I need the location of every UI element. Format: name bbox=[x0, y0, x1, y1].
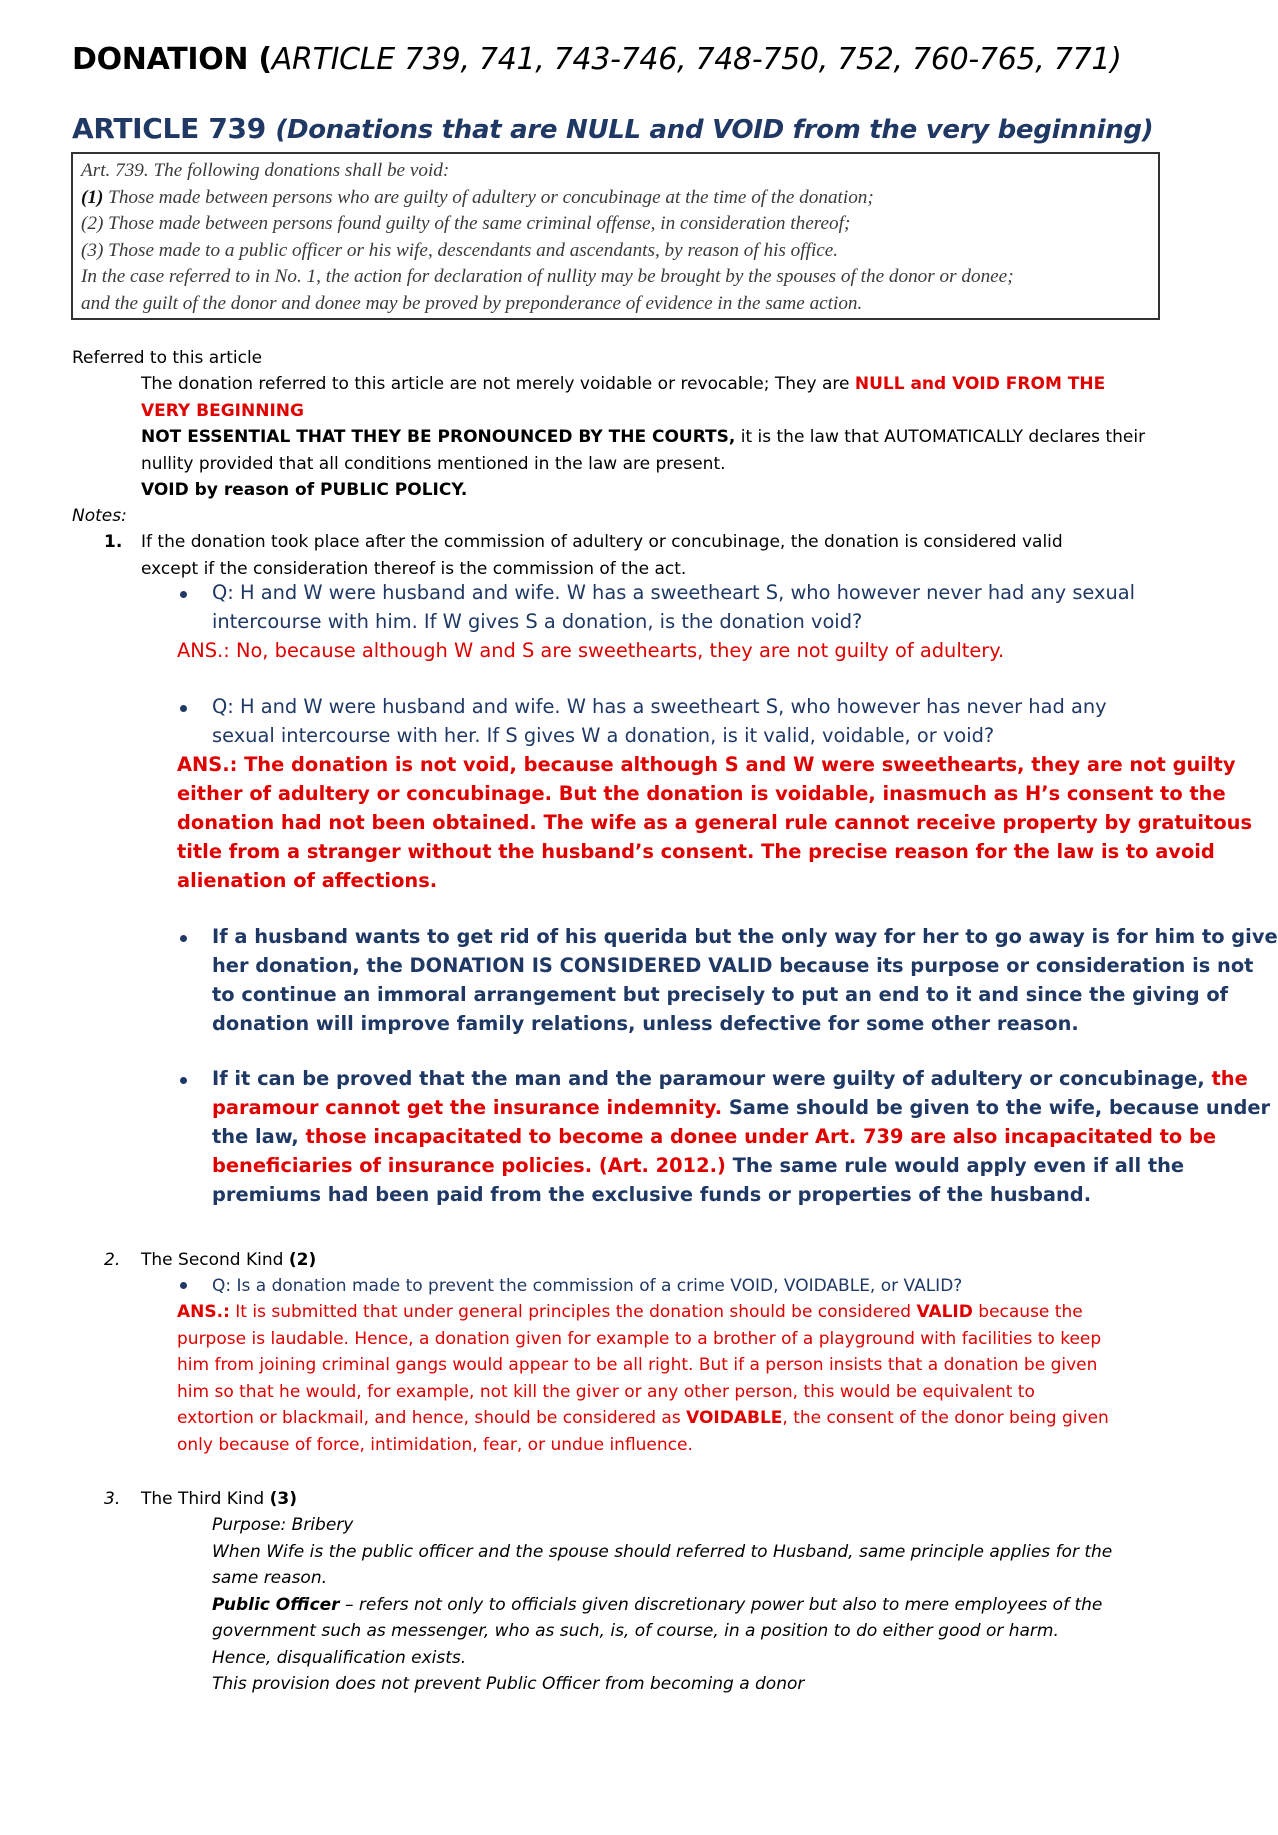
codal-provision-box bbox=[71, 152, 1160, 320]
note-2-label: The Second Kind (2) bbox=[141, 1250, 317, 1270]
referred-heading: Referred to this article bbox=[72, 348, 263, 368]
note-1-answer-1: ANS.: No, because although W and S are sweethearts, they are not guilty of adultery. bbox=[177, 639, 1005, 662]
article-heading: ARTICLE 739 (Donations that are NULL and VOID from the very beginning) bbox=[72, 112, 1154, 145]
note-2-answer: ANS.: It is submitted that under general principles the donation should be considered VALID because the purpose is laudable. Hence, a donation given for example to a brother of a playground with facilities to keep him from joining criminal gangs would appear to be all right. But if a person insists that a donation be given him so that he would, for example, not kill the giver or any other person, this would be equivalent to extortion or blackmail, and hence, should be considered as VOIDABLE, the consent of the donor being given only because of force, intimidation, fear, or undue influence. bbox=[177, 1302, 1109, 1455]
note-1-number: 1. bbox=[104, 532, 123, 552]
codal-line: and the guilt of the donor and donee may be proved by preponderance of evidence in the same action. bbox=[81, 292, 863, 314]
bullet-icon bbox=[180, 935, 187, 942]
note-1-text: If the donation took place after the commission of adultery or concubinage, the donation is considered valid except if the consideration thereof is the commission of the act. bbox=[141, 532, 1063, 579]
codal-line: (2) Those made between persons found guilty of the same criminal offense, in consideration thereof; bbox=[81, 213, 851, 235]
note-1-question-2: Q: H and W were husband and wife. W has a sweetheart S, who however has never had any sexual intercourse with her. If S gives W a donation, is it valid, voidable, or void? bbox=[212, 695, 1107, 747]
codal-line: Art. 739. The following donations shall be void: bbox=[81, 160, 450, 181]
note-3-label: The Third Kind (3) bbox=[141, 1489, 298, 1509]
codal-line: (3) Those made to a public officer or his wife, descendants and ascendants, by reason of his office. bbox=[81, 239, 839, 261]
note-3-number: 3. bbox=[104, 1489, 121, 1509]
bullet-icon bbox=[180, 591, 187, 598]
referred-body: The donation referred to this article are not merely voidable or revocable; They are NULL and VOID FROM THE VERY BEGINNING NOT ESSENTIAL THAT THEY BE PRONOUNCED BY THE COURTS, it is the law that AUTOMATICALLY declares their nullity provided that all conditions mentioned in the law are present. VOID by reason of PUBLIC POLICY. bbox=[141, 374, 1146, 500]
codal-line: (1) Those made between persons who are guilty of adultery or concubinage at the time of the donation; bbox=[81, 186, 874, 208]
bullet-icon bbox=[180, 1077, 187, 1084]
note-1-point-querida: If a husband wants to get rid of his querida but the only way for her to go away is for him to give her donation, the DONATION IS CONSIDERED VALID because its purpose or consideration is not to continue an immoral arrangement but precisely to put an end to it and since the giving of donation will improve family relations, unless defective for some other reason. bbox=[212, 925, 1278, 1035]
document-title: DONATION (ARTICLE 739, 741, 743-746, 748-750, 752, 760-765, 771) bbox=[72, 42, 1122, 77]
codal-line: In the case referred to in No. 1, the action for declaration of nullity may be brought by the spouses of the donor or donee; bbox=[81, 266, 1014, 288]
note-3-body: Purpose: Bribery When Wife is the public officer and the spouse should referred to Husband, same principle applies for the same reason. Public Officer – refers not only to officials given discretionary power but also to mere employees of the government such as messenger, who as such, is, of course, in a position to do either good or harm. Hence, disqualification exists. This provision does not prevent Public Officer from becoming a donor bbox=[212, 1515, 1113, 1694]
note-2-question: Q: Is a donation made to prevent the commission of a crime VOID, VOIDABLE, or VALID? bbox=[212, 1276, 963, 1296]
note-1-point-insurance: If it can be proved that the man and the paramour were guilty of adultery or concubinage, the paramour cannot get the insurance indemnity. Same should be given to the wife, because under the law, those incapacitated to become a donee under Art. 739 are also incapacitated to be beneficiaries of insurance policies. (Art. 2012.) The same rule would apply even if all the premiums had been paid from the exclusive funds or properties of the husband. bbox=[212, 1067, 1271, 1206]
notes-label: Notes: bbox=[72, 506, 127, 526]
note-1-answer-2: ANS.: The donation is not void, because although S and W were sweethearts, they are not guilty either of adultery or concubinage. But the donation is voidable, inasmuch as H’s consent to the donation had not been obtained. The wife as a general rule cannot receive property by gratuitous title from a stranger without the husband’s consent. The precise reason for the law is to avoid alienation of affections. bbox=[177, 753, 1252, 892]
note-1-question-1: Q: H and W were husband and wife. W has a sweetheart S, who however never had any sexual intercourse with him. If W gives S a donation, is the donation void? bbox=[212, 581, 1136, 633]
note-2-number: 2. bbox=[104, 1250, 121, 1270]
bullet-icon bbox=[180, 705, 187, 712]
bullet-icon bbox=[180, 1282, 187, 1289]
